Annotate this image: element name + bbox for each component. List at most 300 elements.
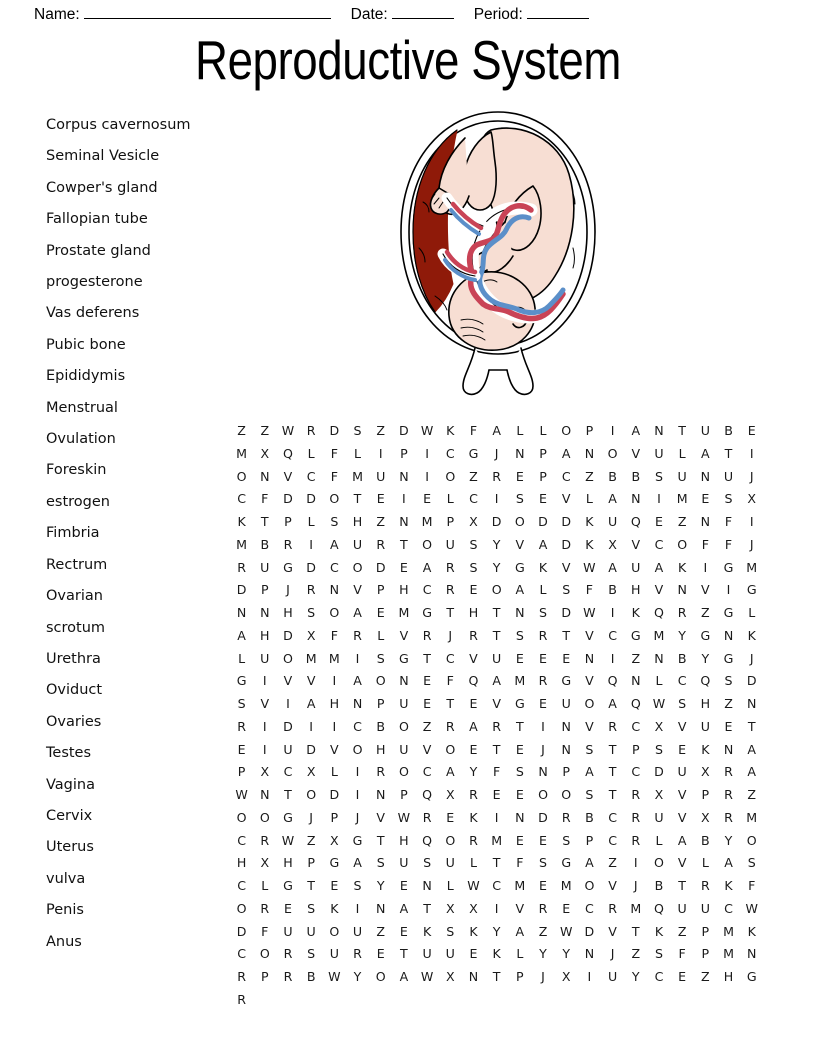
- grid-cell: H: [700, 696, 711, 711]
- grid-cell: P: [539, 445, 547, 461]
- grid-cell: G: [329, 855, 340, 871]
- grid-cell: I: [749, 514, 754, 529]
- grid-cell: S: [353, 423, 362, 438]
- grid-cell: I: [286, 696, 290, 711]
- grid-cell: P: [400, 445, 408, 461]
- grid-cell: R: [561, 809, 571, 825]
- grid-cell: T: [260, 514, 269, 529]
- grid-cell: A: [469, 718, 478, 734]
- grid-cell: W: [420, 969, 434, 984]
- grid-cell: Z: [747, 787, 757, 802]
- grid-cell: R: [445, 582, 455, 598]
- grid-cell: V: [585, 673, 594, 689]
- word-list-item: Oviduct: [46, 682, 103, 699]
- grid-cell: A: [445, 764, 455, 780]
- grid-cell: U: [700, 718, 710, 734]
- grid-cell: P: [376, 696, 385, 711]
- grid-cell: W: [420, 423, 434, 438]
- grid-cell: Z: [585, 468, 594, 484]
- word-list-item: Corpus cavernosum: [46, 117, 191, 133]
- grid-cell: C: [422, 764, 432, 780]
- word-list-item: Seminal Vesicle: [46, 148, 160, 165]
- grid-cell: G: [399, 650, 409, 666]
- grid-cell: D: [329, 787, 340, 802]
- grid-cell: E: [492, 787, 501, 802]
- grid-cell: I: [657, 491, 661, 507]
- grid-cell: R: [422, 627, 432, 643]
- grid-cell: V: [492, 696, 501, 711]
- grid-cell: D: [561, 605, 572, 620]
- grid-cell: O: [352, 741, 363, 757]
- grid-cell: V: [469, 650, 478, 666]
- grid-cell: A: [701, 445, 710, 461]
- grid-cell: M: [514, 673, 526, 689]
- grid-cell: S: [376, 650, 385, 666]
- grid-cell: N: [260, 605, 270, 620]
- grid-cell: Z: [260, 423, 270, 438]
- grid-cell: R: [677, 605, 687, 620]
- grid-cell: D: [236, 923, 247, 939]
- grid-cell: B: [724, 423, 733, 438]
- grid-cell: N: [468, 969, 479, 984]
- grid-cell: E: [376, 605, 385, 620]
- grid-cell: A: [585, 764, 594, 780]
- grid-cell: C: [677, 673, 687, 689]
- grid-cell: B: [585, 809, 594, 825]
- grid-cell: X: [469, 514, 478, 529]
- word-list-item: Vas deferens: [46, 305, 140, 322]
- grid-cell: P: [284, 514, 292, 529]
- grid-cell: U: [399, 741, 409, 757]
- grid-cell: K: [747, 923, 756, 939]
- grid-cell: U: [399, 696, 409, 711]
- fetus-in-uterus-illustration: [383, 108, 613, 398]
- grid-cell: S: [469, 536, 478, 552]
- grid-cell: Z: [237, 423, 246, 438]
- grid-cell: Y: [376, 878, 385, 893]
- grid-cell: K: [469, 809, 478, 825]
- grid-cell: V: [608, 878, 617, 893]
- grid-cell: T: [724, 445, 733, 461]
- word-list-item: Fimbria: [46, 525, 100, 542]
- grid-cell: O: [584, 696, 595, 711]
- grid-cell: K: [724, 878, 733, 893]
- grid-cell: N: [515, 605, 525, 620]
- grid-cell: W: [397, 809, 411, 825]
- grid-cell: T: [307, 878, 315, 893]
- word-list-item: estrogen: [46, 493, 110, 510]
- grid-cell: S: [515, 764, 524, 780]
- grid-cell: K: [631, 605, 640, 620]
- grid-cell: A: [561, 445, 571, 461]
- grid-cell: C: [631, 718, 641, 734]
- grid-cell: N: [236, 605, 247, 620]
- grid-cell: E: [469, 741, 478, 757]
- grid-cell: P: [307, 855, 315, 871]
- grid-cell: L: [377, 627, 385, 643]
- period-blank-line: [527, 3, 589, 19]
- grid-cell: X: [445, 969, 455, 984]
- grid-cell: L: [655, 832, 663, 848]
- grid-cell: V: [585, 627, 594, 643]
- grid-cell: A: [677, 832, 687, 848]
- grid-cell: L: [307, 445, 315, 461]
- grid-cell: G: [561, 673, 572, 689]
- grid-cell: G: [422, 605, 432, 620]
- grid-cell: V: [585, 718, 594, 734]
- grid-cell: N: [747, 946, 757, 962]
- grid-cell: K: [701, 741, 710, 757]
- grid-cell: E: [747, 423, 756, 438]
- word-list-item: Ovaries: [46, 713, 102, 730]
- grid-cell: R: [631, 809, 641, 825]
- date-blank-line: [392, 3, 454, 19]
- period-label: Period:: [473, 6, 523, 23]
- grid-cell: J: [355, 809, 360, 825]
- grid-cell: T: [492, 627, 501, 643]
- grid-cell: P: [376, 582, 385, 598]
- grid-cell: S: [654, 946, 663, 962]
- grid-cell: B: [306, 969, 316, 984]
- grid-cell: O: [491, 582, 502, 598]
- grid-cell: N: [677, 582, 687, 598]
- grid-cell: S: [654, 741, 663, 757]
- grid-cell: F: [724, 536, 733, 552]
- grid-cell: X: [260, 445, 270, 461]
- grid-cell: U: [723, 468, 734, 484]
- grid-cell: N: [399, 468, 409, 484]
- grid-cell: L: [469, 855, 477, 871]
- grid-cell: L: [678, 445, 686, 461]
- grid-cell: A: [237, 627, 246, 643]
- grid-cell: W: [652, 696, 666, 711]
- grid-cell: J: [309, 809, 314, 825]
- grid-cell: U: [306, 923, 316, 939]
- grid-cell: T: [284, 787, 292, 802]
- grid-cell: H: [236, 855, 247, 871]
- grid-cell: R: [260, 832, 270, 848]
- grid-cell: O: [329, 491, 340, 507]
- grid-cell: E: [237, 741, 246, 757]
- grid-cell: U: [677, 900, 687, 916]
- grid-cell: V: [677, 787, 687, 802]
- grid-cell: Q: [607, 673, 618, 689]
- grid-cell: V: [283, 673, 293, 689]
- grid-cell: R: [608, 900, 617, 916]
- grid-cell: C: [585, 900, 594, 916]
- grid-cell: V: [422, 741, 432, 757]
- grid-cell: Y: [562, 946, 571, 962]
- grid-cell: U: [654, 445, 664, 461]
- grid-cell: F: [330, 468, 338, 484]
- grid-cell: I: [587, 969, 592, 984]
- grid-cell: X: [654, 787, 664, 802]
- grid-cell: O: [375, 673, 386, 689]
- grid-cell: D: [236, 582, 247, 598]
- grid-cell: P: [562, 764, 571, 780]
- grid-cell: P: [446, 514, 455, 529]
- grid-cell: A: [492, 423, 501, 438]
- grid-cell: V: [677, 718, 687, 734]
- grid-cell: R: [538, 673, 548, 689]
- grid-cell: Z: [631, 946, 641, 962]
- grid-cell: K: [330, 900, 339, 916]
- grid-cell: N: [399, 514, 409, 529]
- grid-cell: N: [584, 445, 595, 461]
- grid-cell: E: [423, 673, 432, 689]
- grid-cell: E: [283, 900, 292, 916]
- grid-cell: W: [235, 787, 248, 802]
- grid-cell: H: [375, 741, 386, 757]
- grid-cell: M: [723, 923, 734, 939]
- grid-cell: G: [283, 878, 293, 893]
- grid-cell: E: [469, 696, 478, 711]
- grid-cell: R: [353, 627, 362, 643]
- grid-cell: L: [516, 423, 524, 438]
- grid-cell: U: [654, 809, 664, 825]
- grid-cell: A: [353, 673, 362, 689]
- grid-cell: N: [584, 650, 595, 666]
- grid-cell: I: [749, 445, 754, 461]
- grid-cell: G: [723, 650, 734, 666]
- grid-cell: M: [676, 491, 688, 507]
- grid-cell: C: [237, 491, 246, 507]
- grid-cell: A: [538, 536, 548, 552]
- grid-cell: E: [399, 923, 408, 939]
- grid-cell: E: [399, 878, 408, 893]
- grid-cell: O: [445, 832, 456, 848]
- grid-cell: X: [654, 718, 664, 734]
- grid-cell: R: [492, 718, 502, 734]
- grid-cell: O: [259, 809, 270, 825]
- word-list-item: Pubic bone: [46, 336, 126, 353]
- grid-cell: D: [399, 423, 409, 438]
- grid-cell: E: [539, 878, 548, 893]
- grid-cell: H: [283, 855, 293, 871]
- grid-cell: Y: [631, 969, 640, 984]
- grid-cell: X: [306, 764, 316, 780]
- grid-cell: N: [700, 468, 711, 484]
- grid-cell: Q: [630, 514, 641, 529]
- grid-cell: O: [514, 514, 525, 529]
- grid-cell: P: [701, 923, 710, 939]
- grid-cell: I: [262, 673, 267, 689]
- grid-cell: S: [585, 787, 594, 802]
- grid-cell: R: [283, 969, 293, 984]
- grid-cell: N: [584, 946, 595, 962]
- grid-cell: G: [630, 627, 641, 643]
- grid-cell: D: [306, 491, 316, 507]
- grid-cell: P: [539, 468, 547, 484]
- grid-cell: O: [398, 764, 409, 780]
- grid-cell: A: [399, 969, 409, 984]
- grid-cell: Z: [306, 832, 316, 848]
- grid-cell: Z: [469, 468, 478, 484]
- grid-cell: I: [309, 718, 314, 734]
- grid-cell: H: [399, 582, 409, 598]
- name-blank-line: [84, 3, 331, 19]
- grid-cell: X: [701, 764, 710, 780]
- grid-cell: T: [562, 627, 571, 643]
- grid-cell: U: [561, 696, 571, 711]
- grid-cell: Z: [538, 923, 548, 939]
- grid-cell: R: [237, 559, 246, 575]
- grid-cell: X: [445, 900, 455, 916]
- grid-cell: I: [262, 718, 267, 734]
- grid-cell: U: [677, 764, 687, 780]
- grid-cell: R: [353, 946, 362, 962]
- grid-cell: C: [654, 969, 664, 984]
- grid-cell: N: [376, 900, 386, 916]
- grid-cell: E: [562, 900, 571, 916]
- grid-cell: H: [468, 605, 479, 620]
- grid-cell: I: [378, 445, 383, 461]
- word-list-item: Ovulation: [46, 431, 116, 448]
- grid-cell: P: [516, 969, 524, 984]
- grid-cell: S: [678, 696, 687, 711]
- grid-cell: U: [607, 514, 618, 529]
- grid-cell: R: [631, 832, 641, 848]
- grid-cell: E: [724, 718, 733, 734]
- grid-cell: M: [236, 445, 248, 461]
- grid-cell: K: [237, 514, 246, 529]
- grid-cell: S: [724, 491, 733, 507]
- grid-cell: V: [283, 468, 293, 484]
- grid-cell: O: [422, 536, 433, 552]
- grid-cell: L: [446, 491, 454, 507]
- grid-cell: Y: [724, 832, 733, 848]
- grid-cell: V: [399, 627, 409, 643]
- word-list-item: Rectrum: [46, 556, 108, 573]
- grid-cell: C: [422, 582, 432, 598]
- word-list-item: Menstrual: [46, 399, 118, 416]
- grid-cell: U: [607, 969, 618, 984]
- grid-cell: W: [467, 878, 480, 893]
- grid-cell: I: [425, 468, 429, 484]
- grid-cell: U: [399, 855, 409, 871]
- word-list-item: Prostate gland: [46, 242, 151, 259]
- grid-cell: F: [748, 878, 756, 893]
- grid-cell: X: [701, 809, 710, 825]
- grid-cell: C: [492, 878, 502, 893]
- grid-cell: N: [352, 696, 363, 711]
- grid-cell: W: [328, 969, 341, 984]
- grid-cell: R: [237, 718, 246, 734]
- grid-cell: J: [448, 627, 453, 643]
- grid-cell: B: [701, 832, 710, 848]
- grid-cell: P: [260, 969, 269, 984]
- grid-cell: J: [633, 878, 638, 893]
- grid-cell: R: [492, 468, 502, 484]
- grid-cell: O: [445, 741, 456, 757]
- grid-cell: D: [561, 536, 572, 552]
- word-list-item: Vagina: [46, 776, 95, 793]
- grid-cell: Q: [654, 900, 664, 916]
- grid-cell: T: [353, 491, 362, 507]
- grid-cell: I: [726, 582, 731, 598]
- grid-cell: R: [283, 946, 293, 962]
- grid-cell: R: [700, 878, 710, 893]
- grid-cell: Y: [492, 923, 501, 939]
- word-list-item: Uterus: [46, 839, 94, 856]
- grid-cell: N: [260, 468, 270, 484]
- grid-cell: T: [608, 787, 617, 802]
- grid-cell: A: [608, 491, 617, 507]
- grid-cell: D: [561, 514, 572, 529]
- grid-cell: C: [445, 445, 455, 461]
- grid-cell: S: [376, 855, 385, 871]
- grid-cell: Z: [631, 650, 641, 666]
- grid-cell: F: [446, 673, 454, 689]
- grid-cell: O: [259, 946, 270, 962]
- grid-cell: N: [700, 514, 711, 529]
- grid-cell: T: [678, 878, 686, 893]
- grid-cell: Z: [376, 514, 386, 529]
- grid-cell: D: [283, 718, 293, 734]
- grid-cell: Z: [376, 423, 386, 438]
- grid-cell: H: [723, 969, 734, 984]
- grid-cell: Q: [422, 787, 433, 802]
- grid-cell: E: [678, 741, 687, 757]
- grid-cell: G: [468, 445, 479, 461]
- grid-cell: U: [492, 650, 502, 666]
- grid-cell: Q: [283, 445, 293, 461]
- grid-cell: E: [539, 832, 548, 848]
- grid-cell: E: [515, 787, 524, 802]
- grid-cell: D: [283, 491, 293, 507]
- grid-cell: E: [446, 809, 455, 825]
- grid-cell: M: [352, 468, 363, 484]
- grid-cell: S: [747, 855, 756, 871]
- grid-cell: I: [610, 605, 615, 620]
- grid-cell: U: [283, 923, 293, 939]
- grid-cell: M: [653, 627, 665, 643]
- grid-cell: J: [494, 445, 499, 461]
- grid-cell: N: [723, 741, 734, 757]
- grid-cell: W: [583, 559, 596, 575]
- grid-cell: D: [375, 559, 386, 575]
- grid-cell: L: [330, 764, 338, 780]
- grid-cell: K: [469, 923, 478, 939]
- grid-cell: O: [283, 650, 293, 666]
- grid-cell: Q: [422, 832, 433, 848]
- grid-cell: T: [608, 741, 617, 757]
- grid-cell: N: [631, 491, 641, 507]
- grid-cell: A: [306, 696, 316, 711]
- word-list-item: Epididymis: [46, 368, 126, 385]
- grid-cell: I: [402, 491, 406, 507]
- grid-cell: S: [515, 491, 524, 507]
- grid-cell: R: [422, 809, 432, 825]
- grid-cell: Z: [608, 855, 617, 871]
- grid-cell: A: [747, 764, 757, 780]
- grid-cell: Q: [654, 605, 664, 620]
- grid-cell: K: [585, 514, 594, 529]
- grid-cell: F: [701, 536, 709, 552]
- grid-cell: E: [701, 491, 710, 507]
- grid-cell: C: [608, 832, 617, 848]
- grid-cell: T: [400, 536, 408, 552]
- grid-cell: F: [678, 946, 686, 962]
- grid-cell: M: [305, 650, 317, 666]
- grid-cell: U: [422, 946, 432, 962]
- grid-cell: I: [425, 445, 429, 461]
- grid-cell: F: [516, 855, 524, 871]
- grid-cell: E: [423, 696, 432, 711]
- grid-cell: N: [631, 673, 641, 689]
- grid-cell: I: [355, 764, 360, 780]
- grid-cell: D: [306, 741, 316, 757]
